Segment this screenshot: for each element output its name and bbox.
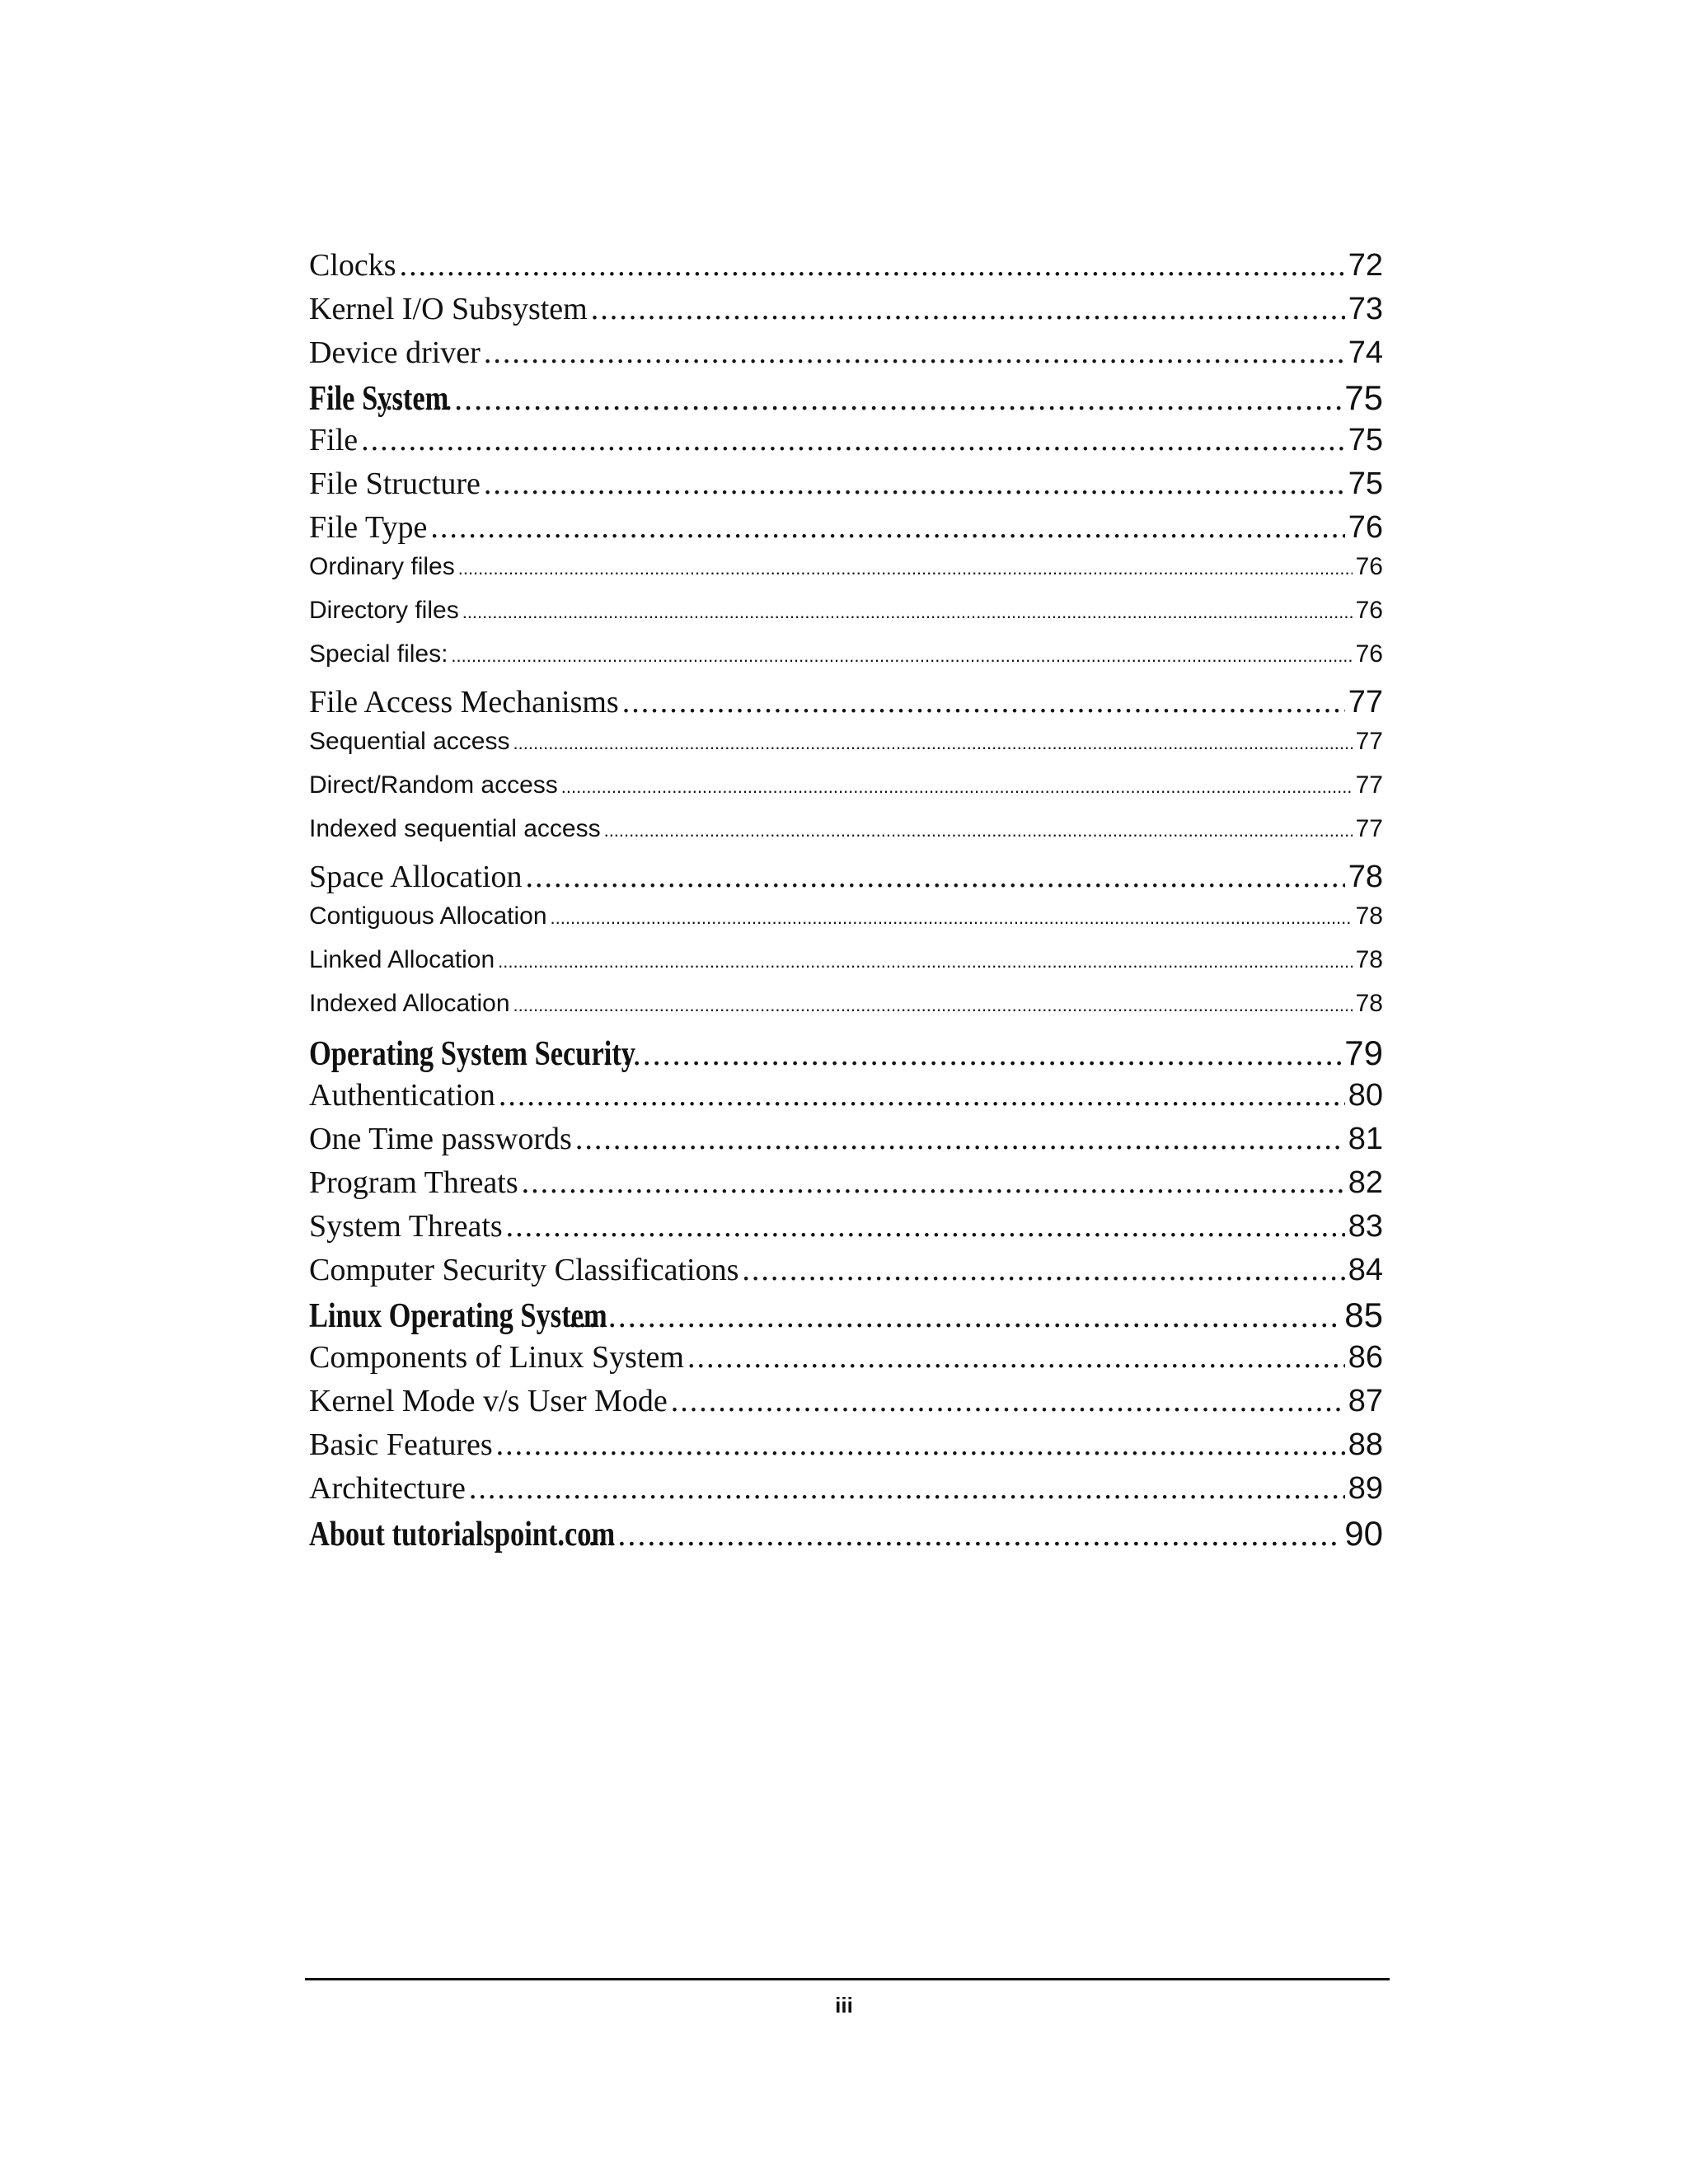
toc-entry-page: 77 (1355, 728, 1383, 755)
toc-entry-title: Program Threats (309, 1165, 518, 1200)
toc-entry[interactable] (309, 990, 1383, 1033)
toc-entry-page: 85 (1344, 1296, 1383, 1334)
dot-leader (469, 1470, 1345, 1507)
toc-entry-title: Ordinary files (309, 553, 455, 580)
toc-entry[interactable] (309, 1165, 1383, 1208)
toc-entry[interactable] (309, 1252, 1383, 1296)
toc-entry-page: 77 (1355, 815, 1383, 842)
toc-entry-title: Operating System Security (309, 1035, 636, 1073)
toc-entry-title: File System (309, 380, 449, 418)
toc-entry-page: 80 (1348, 1078, 1383, 1113)
toc-entry-page: 86 (1348, 1340, 1383, 1375)
toc-entry-title: Contiguous Allocation (309, 902, 547, 930)
toc-entry-title: Clocks (309, 248, 396, 283)
toc-entry[interactable] (309, 247, 1383, 291)
toc-entry-page: 76 (1355, 640, 1383, 668)
dot-leader (496, 1427, 1345, 1463)
toc-entry-title: Authentication (309, 1078, 495, 1113)
toc-entry-page: 76 (1355, 597, 1383, 624)
toc-entry-title: Kernel I/O Subsystem (309, 292, 588, 326)
toc-chapter-entry[interactable] (309, 1514, 1383, 1558)
dot-leader (575, 1121, 1345, 1157)
dot-leader (687, 1339, 1345, 1376)
toc-entry[interactable] (309, 771, 1383, 815)
toc-entry-title: Special files: (309, 640, 448, 668)
toc-entry-page: 75 (1348, 423, 1383, 457)
toc-entry-title: Device driver (309, 335, 481, 370)
toc-entry-page: 88 (1348, 1427, 1383, 1462)
toc-entry-page: 81 (1348, 1122, 1383, 1156)
toc-entry[interactable] (309, 684, 1383, 728)
dot-leader (430, 509, 1344, 546)
toc-entry-page: 76 (1348, 510, 1383, 545)
dot-leader (622, 684, 1345, 720)
toc-entry[interactable] (309, 902, 1383, 946)
toc-entry[interactable] (309, 946, 1383, 990)
toc-entry-title: Directory files (309, 597, 459, 624)
dot-leader (484, 335, 1345, 371)
toc-entry-title: File (309, 423, 359, 457)
toc-entry[interactable] (309, 640, 1383, 684)
toc-entry[interactable] (309, 1427, 1383, 1470)
toc-entry[interactable] (309, 728, 1383, 771)
footer-divider (305, 1978, 1390, 1980)
page-number: iii (835, 1993, 853, 2018)
dot-leader (499, 1077, 1345, 1113)
dot-leader (462, 602, 1353, 623)
toc-entry-page: 90 (1344, 1514, 1383, 1553)
toc-entry-page: 75 (1344, 378, 1383, 417)
toc-entry-title: Computer Security Classifications (309, 1253, 739, 1287)
dot-leader (451, 645, 1352, 667)
toc-entry[interactable] (309, 291, 1383, 335)
toc-entry-page: 72 (1348, 248, 1383, 283)
dot-leader (742, 1252, 1344, 1288)
toc-entry-title: Basic Features (309, 1427, 493, 1462)
dot-leader (498, 951, 1352, 972)
dot-leader (513, 733, 1353, 754)
toc-entry-page: 77 (1348, 685, 1383, 719)
toc-entry-page: 78 (1355, 946, 1383, 973)
dot-leader (671, 1383, 1345, 1419)
toc-entry-title: Indexed Allocation (309, 990, 510, 1017)
toc-entry[interactable] (309, 335, 1383, 378)
dot-leader (604, 820, 1353, 841)
toc-entry[interactable] (309, 466, 1383, 509)
toc-entry-title: Linked Allocation (309, 946, 495, 973)
toc-entry-title: One Time passwords (309, 1122, 572, 1156)
toc-entry[interactable] (309, 1208, 1383, 1252)
toc-entry[interactable] (309, 1077, 1383, 1121)
toc-entry-title: System Threats (309, 1209, 503, 1244)
toc-entry-title: Indexed sequential access (309, 815, 601, 842)
toc-entry-title: Architecture (309, 1471, 466, 1506)
toc-entry-page: 84 (1348, 1253, 1383, 1287)
dot-leader (578, 1515, 1341, 1554)
dot-leader (400, 247, 1345, 284)
dot-leader (513, 995, 1353, 1016)
toc-entry-page: 87 (1348, 1384, 1383, 1418)
toc-entry[interactable] (309, 509, 1383, 553)
toc-entry[interactable] (309, 1470, 1383, 1514)
toc-entry-title: File Access Mechanisms (309, 685, 619, 719)
toc-entry-page: 79 (1344, 1033, 1383, 1072)
toc-entry-page: 83 (1348, 1209, 1383, 1244)
dot-leader (484, 466, 1345, 502)
toc-entry-page: 82 (1348, 1165, 1383, 1200)
toc-entry-title: Kernel Mode v/s User Mode (309, 1384, 668, 1418)
dot-leader (458, 558, 1353, 579)
dot-leader (361, 422, 1345, 458)
toc-entry[interactable] (309, 597, 1383, 640)
toc-entry-title: File Structure (309, 466, 481, 501)
dot-leader (561, 776, 1353, 798)
dot-leader (569, 1296, 1342, 1335)
dot-leader (506, 1208, 1345, 1244)
dot-leader (551, 907, 1353, 929)
toc-chapter-entry[interactable] (309, 1033, 1383, 1077)
toc-entry-title: About tutorialspoint.com (309, 1516, 616, 1554)
toc-entry[interactable] (309, 815, 1383, 859)
toc-entry-page: 76 (1355, 553, 1383, 580)
toc-chapter-entry[interactable] (309, 1296, 1383, 1339)
toc-entry-page: 78 (1355, 990, 1383, 1017)
toc-entry-title: File Type (309, 510, 428, 545)
toc-entry-page: 74 (1348, 335, 1383, 370)
toc-entry-title: Components of Linux System (309, 1340, 684, 1375)
dot-leader (375, 379, 1341, 418)
toc-entry-page: 78 (1348, 860, 1383, 894)
toc-entry-title: Linux Operating System (309, 1297, 607, 1335)
toc-entry-title: Sequential access (309, 728, 510, 755)
dot-leader (591, 291, 1345, 327)
toc-entry[interactable] (309, 859, 1383, 902)
toc-entry-page: 78 (1355, 902, 1383, 930)
toc-entry[interactable] (309, 1383, 1383, 1427)
toc-entry-page: 73 (1348, 292, 1383, 326)
toc-entry-page: 77 (1355, 771, 1383, 799)
dot-leader (526, 859, 1345, 895)
table-of-contents (309, 247, 1383, 1558)
toc-entry[interactable] (309, 422, 1383, 466)
toc-entry-page: 89 (1348, 1471, 1383, 1506)
toc-entry[interactable] (309, 553, 1383, 597)
toc-entry-title: Direct/Random access (309, 771, 558, 799)
dot-leader (522, 1165, 1345, 1201)
toc-chapter-entry[interactable] (309, 378, 1383, 422)
toc-entry[interactable] (309, 1339, 1383, 1383)
toc-entry-page: 75 (1348, 466, 1383, 501)
toc-entry[interactable] (309, 1121, 1383, 1165)
dot-leader (603, 1034, 1342, 1073)
toc-entry-title: Space Allocation (309, 860, 523, 894)
